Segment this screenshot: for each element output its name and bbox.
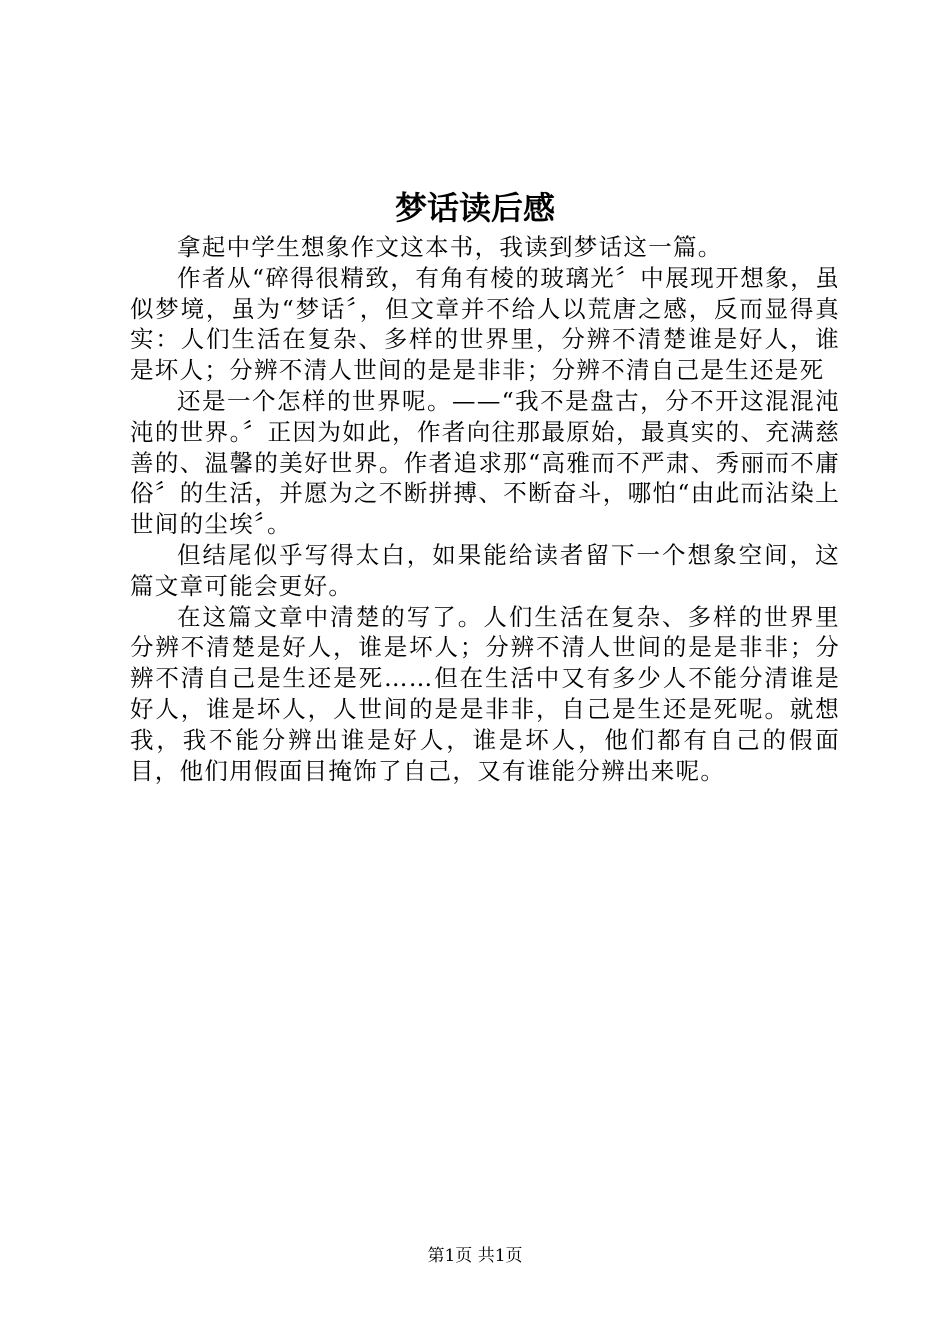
- page-footer: 第1页 共1页: [427, 1246, 523, 1266]
- paragraph-5: 在这篇文章中清楚的写了。人们生活在复杂、多样的世界里分辨不清楚是好人，谁是坏人；分辨不清人世间的是是非非；分辨不清自己是生还是死……但在生活中又有多少人不能分清谁是好人，谁是坏人，人世间的是是非非，自己是生还是死呢。就想我，我不能分辨出谁是好人，谁是坏人，他们都有自己的假面目，他们用假面目掩饰了自己，又有谁能分辨出来呢。: [130, 602, 840, 785]
- paragraph-2: 作者从“碎得很精致，有角有棱的玻璃光〞中展现开想象，虽似梦境，虽为“梦话〞，但文章并不给人以荒唐之感，反而显得真实：人们生活在复杂、多样的世界里，分辨不清楚谁是好人，谁是坏人；分辨不清人世间的是是非非；分辨不清自己是生还是死: [130, 263, 840, 385]
- paragraph-4: 但结尾似乎写得太白，如果能给读者留下一个想象空间，这篇文章可能会更好。: [130, 540, 840, 600]
- page-title: 梦话读后感: [394, 189, 555, 227]
- document-body: [130, 232, 840, 786]
- paragraph-1: 拿起中学生想象作文这本书，我读到梦话这一篇。: [177, 233, 723, 261]
- paragraph-3: 还是一个怎样的世界呢。——“我不是盘古，分不开这混混沌沌的世界。〞正因为如此，作者向往那最原始，最真实的、充满慈善的、温馨的美好世界。作者追求那“高雅而不严肃、秀丽而不庸俗〞的生活，并愿为之不断拼搏、不断奋斗，哪怕“由此而沾染上世间的尘埃〞。: [130, 386, 840, 539]
